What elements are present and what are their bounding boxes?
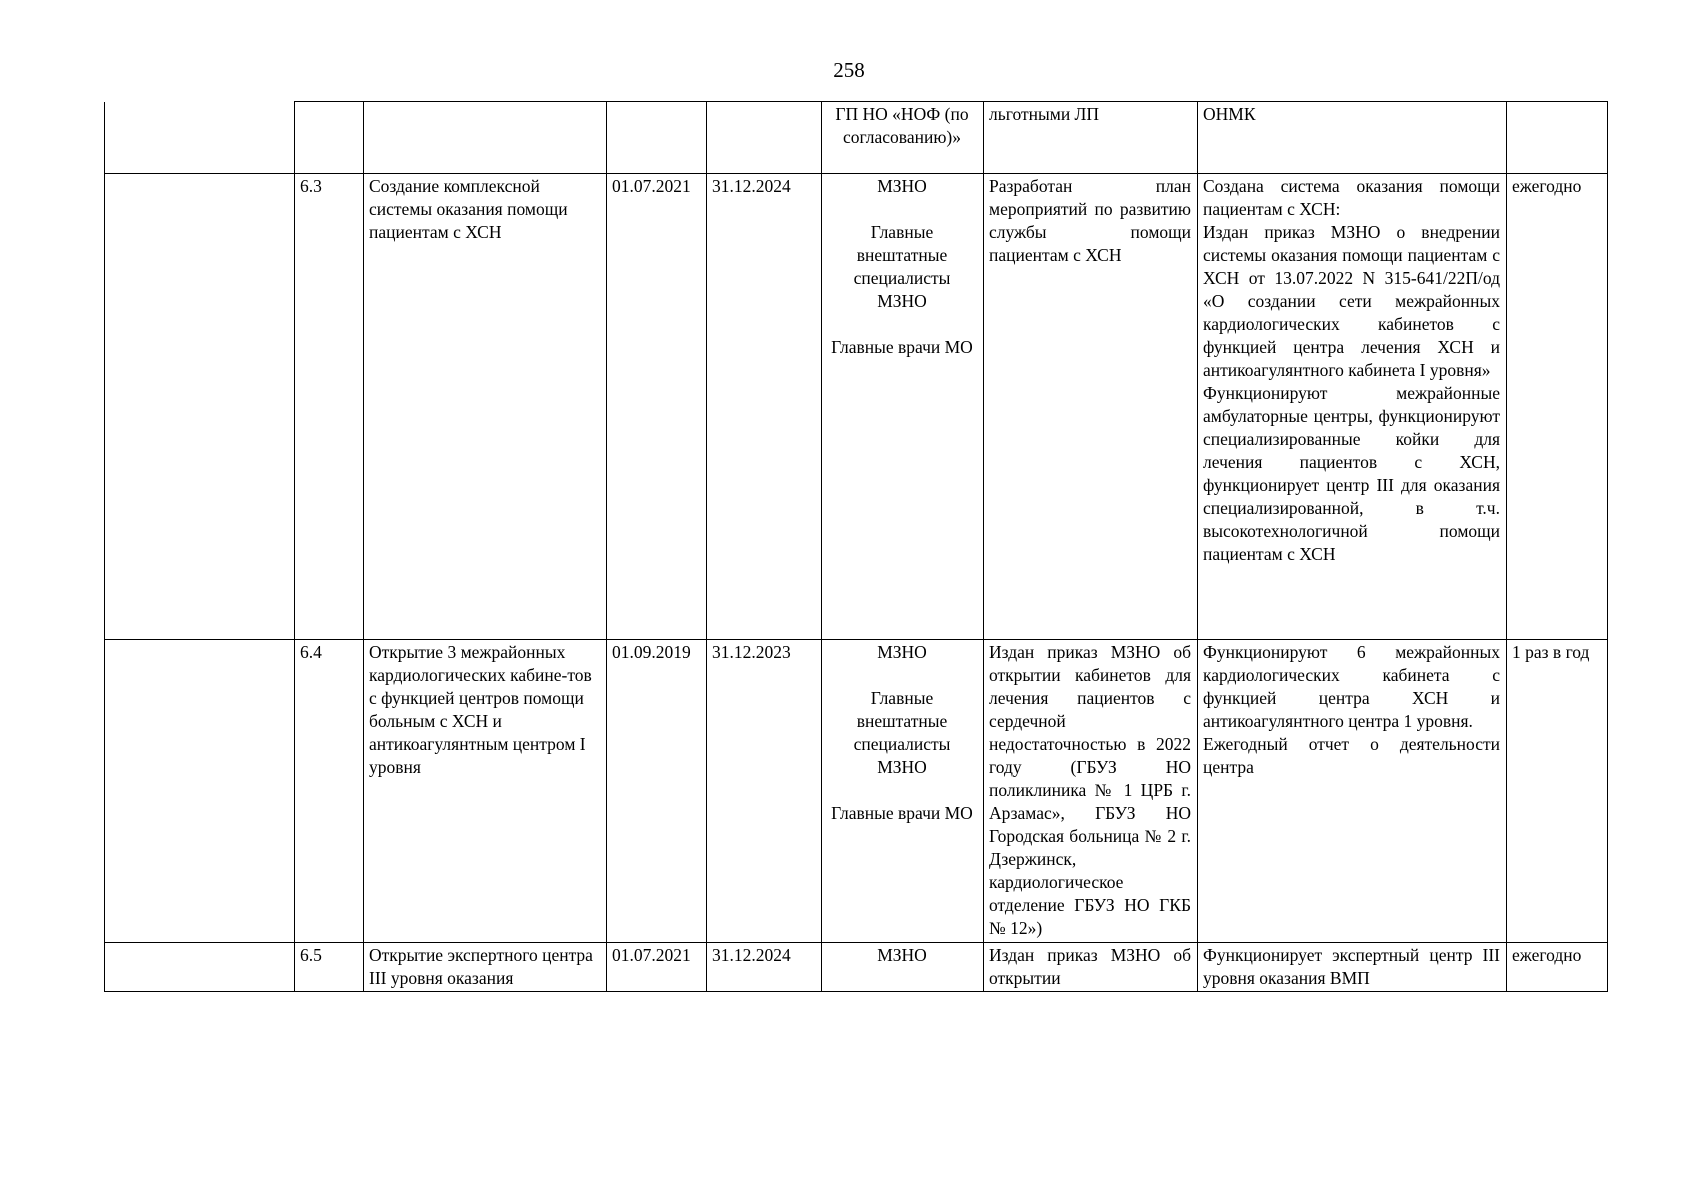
indicator-text: Ежегодный отчет о деятельности центра: [1203, 734, 1500, 777]
item-number: 6.5: [295, 943, 364, 992]
frequency: ежегодно: [1507, 174, 1608, 640]
blank-cell: [105, 102, 295, 174]
responsible-text: МЗНО: [877, 176, 927, 196]
responsible-text: ГП НО «НОФ (по согласованию)»: [835, 104, 969, 147]
indicator-text: Функционируют 6 межрайонных кардиологических кабинета с функцией центра ХСН и антикоагулянтного центра 1 уровня.: [1203, 642, 1500, 731]
frequency: ежегодно: [1507, 943, 1608, 992]
item-name: Открытие экспертного центра III уровня оказания: [364, 943, 607, 992]
responsible: [822, 943, 984, 992]
item-name: Создание комплексной системы оказания помощи пациентам с ХСН: [364, 174, 607, 640]
responsible-text: Главные врачи МО: [831, 337, 973, 357]
item-number: 6.3: [295, 174, 364, 640]
responsible-text: Главные врачи МО: [831, 803, 973, 823]
blank-cell: [105, 943, 295, 992]
end-date: [707, 102, 822, 174]
indicator-text: Функционируют межрайонные амбулаторные центры, функционируют специализированные койки для лечения пациентов с ХСН, функционирует центр III для оказания специализированной, в т.ч. высокотехнологичной помощи пациентам с ХСН: [1203, 383, 1500, 564]
result: Издан приказ МЗНО об открытии: [984, 943, 1198, 992]
item-number: [295, 102, 364, 174]
indicator: [1198, 174, 1507, 640]
table-row: [105, 943, 1608, 992]
indicator-text: Создана система оказания помощи пациентам с ХСН:: [1203, 176, 1500, 219]
frequency: [1507, 102, 1608, 174]
indicator-text: Функционирует экспертный центр III уровня оказания ВМП: [1203, 945, 1500, 988]
page-number: 258: [833, 58, 865, 82]
table-row: [105, 174, 1608, 640]
plan-table: [104, 101, 1608, 992]
responsible: [822, 640, 984, 943]
item-name: Открытие 3 межрайонных кардиологических кабине-тов с функцией центров помощи больным с ХСН и антикоагулянтным центром I уровня: [364, 640, 607, 943]
result: льготными ЛП: [984, 102, 1198, 174]
responsible: [822, 102, 984, 174]
result: Разработан план мероприятий по развитию службы помощи пациентам с ХСН: [984, 174, 1198, 640]
item-name: [364, 102, 607, 174]
start-date: [607, 102, 707, 174]
indicator: [1198, 943, 1507, 992]
table-row: [105, 102, 1608, 174]
frequency: 1 раз в год: [1507, 640, 1608, 943]
end-date: 31.12.2024: [707, 943, 822, 992]
indicator-text: Издан приказ МЗНО о внедрении системы оказания помощи пациентам с ХСН от 13.07.2022 N 315-641/22П/од «О создании сети межрайонных кардиологических кабинетов с функцией центра лечения ХСН и антикоагулянтного кабинета I уровня»: [1203, 222, 1500, 380]
start-date: 01.07.2021: [607, 943, 707, 992]
blank-cell: [105, 640, 295, 943]
responsible-text: Главные внештатные специалисты МЗНО: [853, 222, 951, 311]
responsible-text: Главные внештатные специалисты МЗНО: [853, 688, 951, 777]
indicator: ОНМК: [1198, 102, 1507, 174]
indicator: [1198, 640, 1507, 943]
end-date: 31.12.2023: [707, 640, 822, 943]
table-row: [105, 640, 1608, 943]
result: Издан приказ МЗНО об открытии кабинетов для лечения пациентов с сердечной недостаточностью в 2022 году (ГБУЗ НО поликлиника № 1 ЦРБ г. Арзамас», ГБУЗ НО Городская больница № 2 г. Дзержинск, кардиологическое отделение ГБУЗ НО ГКБ № 12»): [984, 640, 1198, 943]
item-number: 6.4: [295, 640, 364, 943]
start-date: 01.07.2021: [607, 174, 707, 640]
responsible: [822, 174, 984, 640]
start-date: 01.09.2019: [607, 640, 707, 943]
responsible-text: МЗНО: [877, 945, 927, 965]
responsible-text: МЗНО: [877, 642, 927, 662]
end-date: 31.12.2024: [707, 174, 822, 640]
blank-cell: [105, 174, 295, 640]
